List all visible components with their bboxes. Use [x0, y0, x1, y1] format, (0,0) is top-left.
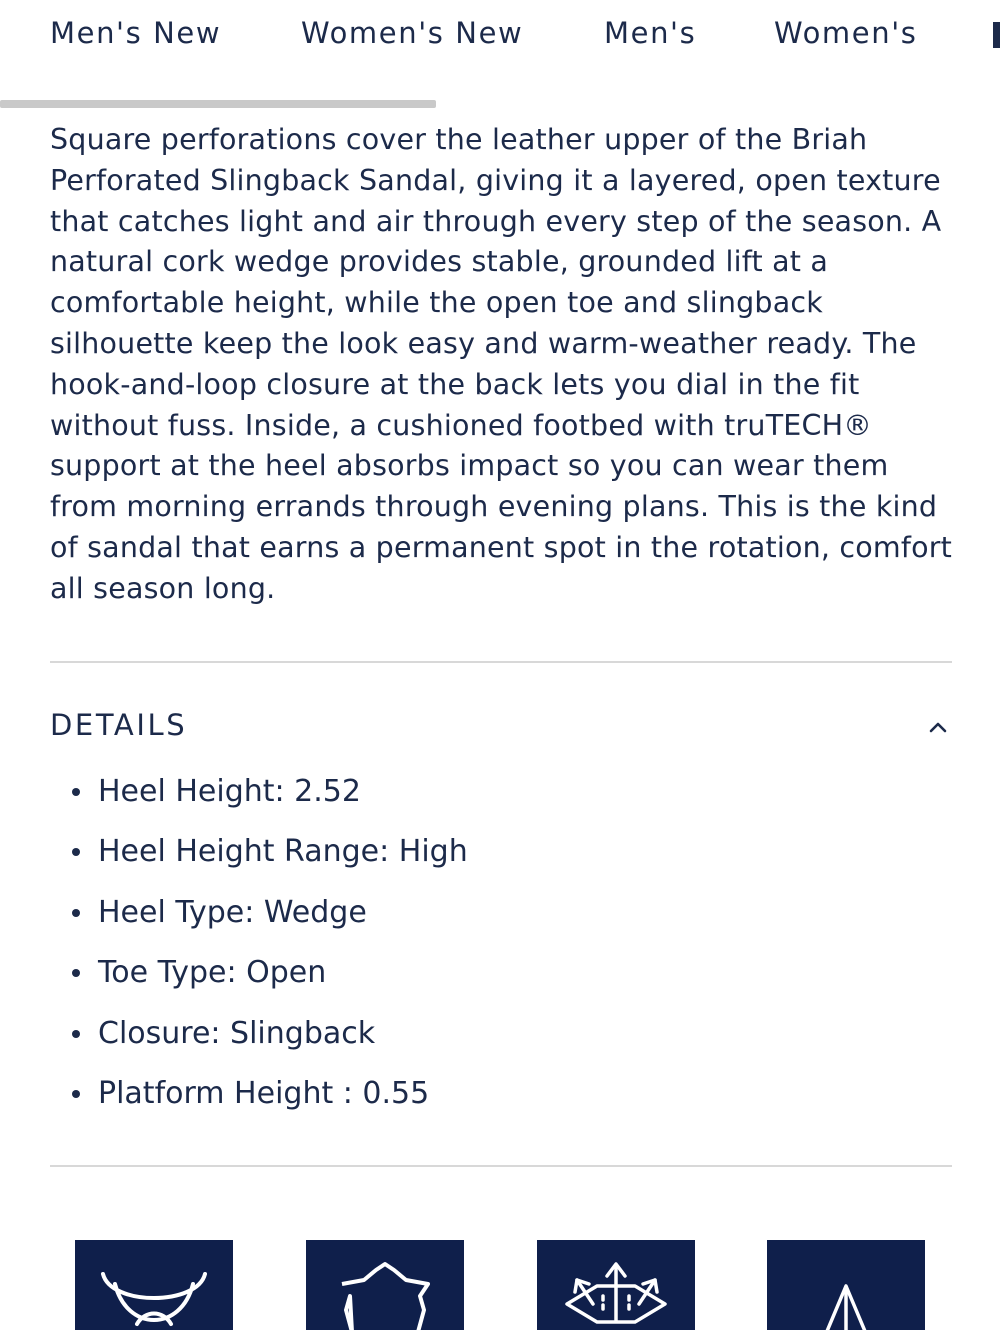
list-item — [70, 891, 770, 951]
feature-tile[interactable] — [537, 1240, 695, 1330]
product-description: Square perforations cover the leather upper of the Briah Perforated Slingback Sandal, giving it a layered, open texture that catches light and air through every step of the season. A natural cork wedge provides stable, grounded lift at a comfortable height, while the open toe and slingback silhouette keep the look easy and warm-weather ready. The hook-and-loop closure at the back lets you dial in the fit without fuss. Inside, a cushioned footbed with truTECH® support at the heel absorbs impact so you can wear them from morning errands through evening plans. This is the kind of sandal that earns a permanent spot in the rotation, comfort all season long. — [50, 123, 953, 605]
bullet-icon — [72, 788, 80, 796]
nav-item-womens-new[interactable]: Women's New — [301, 16, 524, 50]
details-list — [70, 770, 770, 1132]
list-item — [70, 1012, 770, 1072]
details-title: DETAILS — [50, 708, 188, 742]
chevron-up-icon — [928, 720, 948, 734]
feature-tiles — [0, 1240, 1000, 1330]
leather-hide-icon — [306, 1240, 464, 1330]
detail-text: Heel Type: Wedge — [98, 894, 367, 930]
nav-scrollbar-thumb[interactable] — [0, 100, 436, 108]
detail-text: Toe Type: Open — [98, 955, 327, 991]
divider — [50, 661, 952, 663]
detail-text: Heel Height: 2.52 — [98, 774, 361, 809]
detail-text: Closure: Slingback — [98, 1015, 376, 1051]
nav-item-clipped[interactable] — [993, 22, 1000, 48]
list-item — [70, 951, 770, 1011]
nav-item-mens[interactable]: Men's — [604, 16, 697, 50]
category-nav — [0, 0, 1000, 76]
bullet-icon — [72, 1090, 80, 1098]
details-accordion-toggle[interactable] — [50, 706, 952, 750]
heel-support-icon — [767, 1240, 925, 1330]
nav-item-mens-new[interactable]: Men's New — [50, 16, 222, 50]
divider — [50, 1165, 952, 1167]
list-item — [70, 830, 770, 890]
detail-text: Heel Height Range: High — [98, 834, 468, 870]
feature-tile[interactable] — [767, 1240, 925, 1330]
nav-item-womens[interactable]: Women's — [774, 16, 918, 50]
bullet-icon — [72, 969, 80, 977]
list-item — [70, 770, 770, 830]
feature-tile[interactable] — [75, 1240, 233, 1330]
bullet-icon — [72, 1030, 80, 1038]
bullet-icon — [72, 848, 80, 856]
bullet-icon — [72, 909, 80, 917]
nav-scrollbar[interactable] — [0, 100, 1000, 108]
cushion-arch-icon — [75, 1240, 233, 1330]
detail-text: Platform Height : 0.55 — [98, 1075, 430, 1111]
feature-tile[interactable] — [306, 1240, 464, 1330]
breathable-arrows-icon — [537, 1240, 695, 1330]
list-item — [70, 1072, 770, 1132]
